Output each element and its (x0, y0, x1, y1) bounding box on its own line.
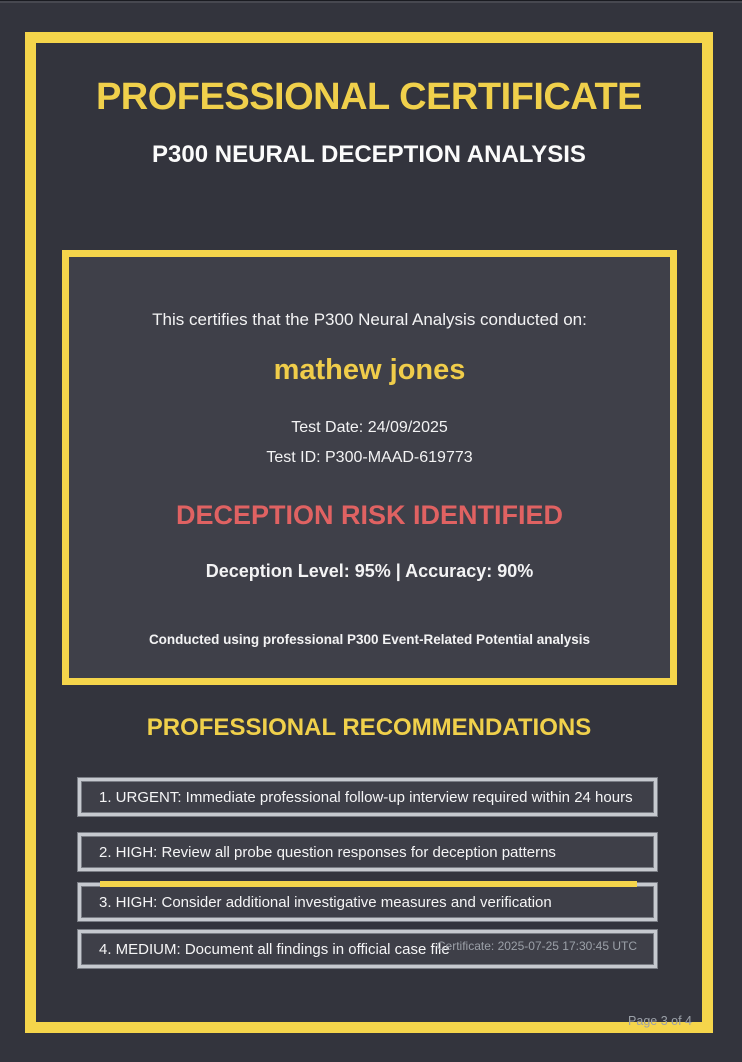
page-number: Page 3 of 4 (628, 1014, 692, 1028)
certificate-title: PROFESSIONAL CERTIFICATE (95, 76, 643, 118)
risk-result-heading: DECEPTION RISK IDENTIFIED (175, 500, 564, 530)
recommendation-text: 4. MEDIUM: Document all findings in official case file (99, 940, 450, 958)
certificate-subtitle: P300 NEURAL DECEPTION ANALYSIS (152, 141, 586, 168)
test-id: Test ID: P300-MAAD-619773 (266, 449, 473, 466)
recommendation-text: 3. HIGH: Consider additional investigative measures and verification (99, 893, 552, 911)
certify-statement: This certifies that the P300 Neural Analysis conducted on: (152, 310, 587, 329)
recommendation-item-2 (78, 833, 657, 871)
recommendation-text: 1. URGENT: Immediate professional follow-up interview required within 24 hours (99, 788, 633, 806)
subject-name: mathew jones (273, 354, 466, 386)
certificate-timestamp: Certificate: 2025-07-25 17:30:45 UTC (436, 939, 637, 953)
method-note: Conducted using professional P300 Event-Related Potential analysis (148, 632, 591, 647)
certification-panel (62, 250, 677, 685)
page-top-edge (0, 0, 742, 3)
deception-metrics: Deception Level: 95% | Accuracy: 90% (205, 561, 534, 581)
recommendation-item-3 (78, 883, 657, 921)
recommendations-heading: PROFESSIONAL RECOMMENDATIONS (146, 714, 592, 741)
test-date: Test Date: 24/09/2025 (291, 419, 448, 436)
recommendation-item-1 (78, 778, 657, 816)
recommendation-text: 2. HIGH: Review all probe question responses for deception patterns (99, 843, 556, 861)
yellow-accent-strip (100, 881, 637, 887)
